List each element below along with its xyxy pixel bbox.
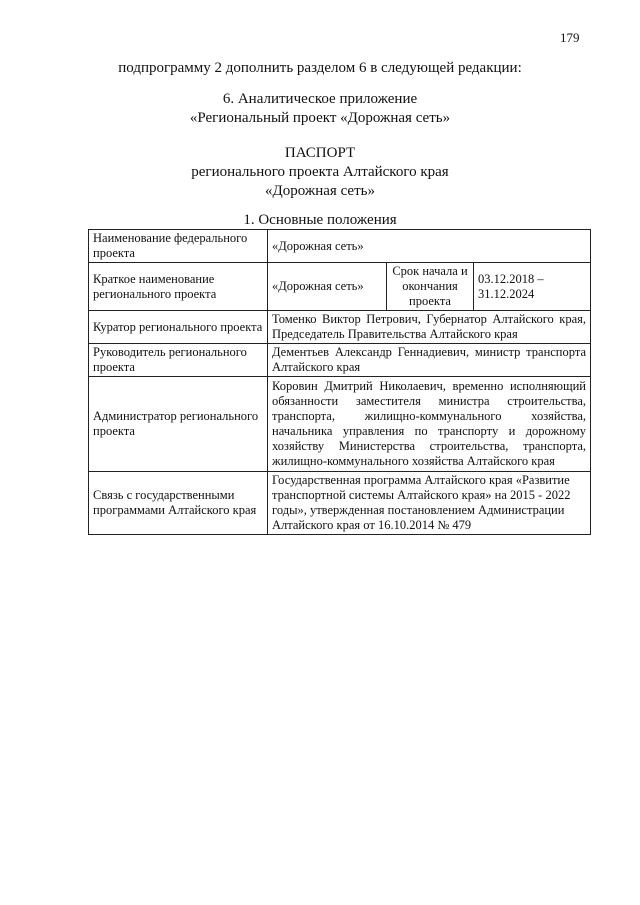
federal-project-name-label: Наименование федерального проекта bbox=[89, 230, 268, 263]
administrator-label: Администратор регионального проекта bbox=[89, 377, 268, 472]
project-head-label: Руководитель регионального проекта bbox=[89, 344, 268, 377]
table-row bbox=[89, 344, 591, 377]
passport-subtitle-line-2: «Дорожная сеть» bbox=[265, 183, 375, 199]
project-term-label: Срок начала и окончания проекта bbox=[387, 263, 474, 311]
section-heading-line-2: «Региональный проект «Дорожная сеть» bbox=[189, 110, 451, 126]
table-row bbox=[89, 263, 591, 311]
administrator-value: Коровин Дмитрий Николаевич, временно исполняющий обязанности заместителя министра строительства, транспорта, жилищно-коммунального хозяйства, начальника управления по транспорту и дорожному хозяйству Министерства строительства, транспорта, жилищно-коммунального хозяйства Алтайского края bbox=[268, 377, 591, 472]
table-row bbox=[89, 472, 591, 535]
section-heading bbox=[0, 90, 640, 128]
federal-project-name-value: «Дорожная сеть» bbox=[268, 230, 591, 263]
state-programs-link-value: Государственная программа Алтайского края «Развитие транспортной системы Алтайского края» на 2015 - 2022 годы», утвержденная постановлением Администрации Алтайского края от 16.10.2014 № 479 bbox=[268, 472, 591, 535]
passport-table bbox=[88, 229, 591, 535]
passport-subtitle-line-1: регионального проекта Алтайского края bbox=[191, 164, 449, 180]
table-row bbox=[89, 230, 591, 263]
curator-label: Куратор регионального проекта bbox=[89, 311, 268, 344]
table-title: 1. Основные положения bbox=[243, 212, 397, 228]
passport-title: ПАСПОРТ bbox=[284, 145, 356, 161]
passport-heading bbox=[0, 144, 640, 201]
section-heading-line-1: 6. Аналитическое приложение bbox=[222, 91, 418, 107]
curator-value: Томенко Виктор Петрович, Губернатор Алтайского края, Председатель Правительства Алтайского края bbox=[268, 311, 591, 344]
intro-text: подпрограмму 2 дополнить разделом 6 в следующей редакции: bbox=[118, 60, 522, 76]
project-head-value: Дементьев Александр Геннадиевич, министр транспорта Алтайского края bbox=[268, 344, 591, 377]
short-name-label: Краткое наименование регионального проекта bbox=[89, 263, 268, 311]
project-term-value: 03.12.2018 – 31.12.2024 bbox=[474, 263, 591, 311]
state-programs-link-label: Связь с государственными программами Алтайского края bbox=[89, 472, 268, 535]
short-name-value: «Дорожная сеть» bbox=[268, 263, 387, 311]
page-number: 179 bbox=[560, 30, 580, 45]
table-row bbox=[89, 377, 591, 472]
table-row bbox=[89, 311, 591, 344]
